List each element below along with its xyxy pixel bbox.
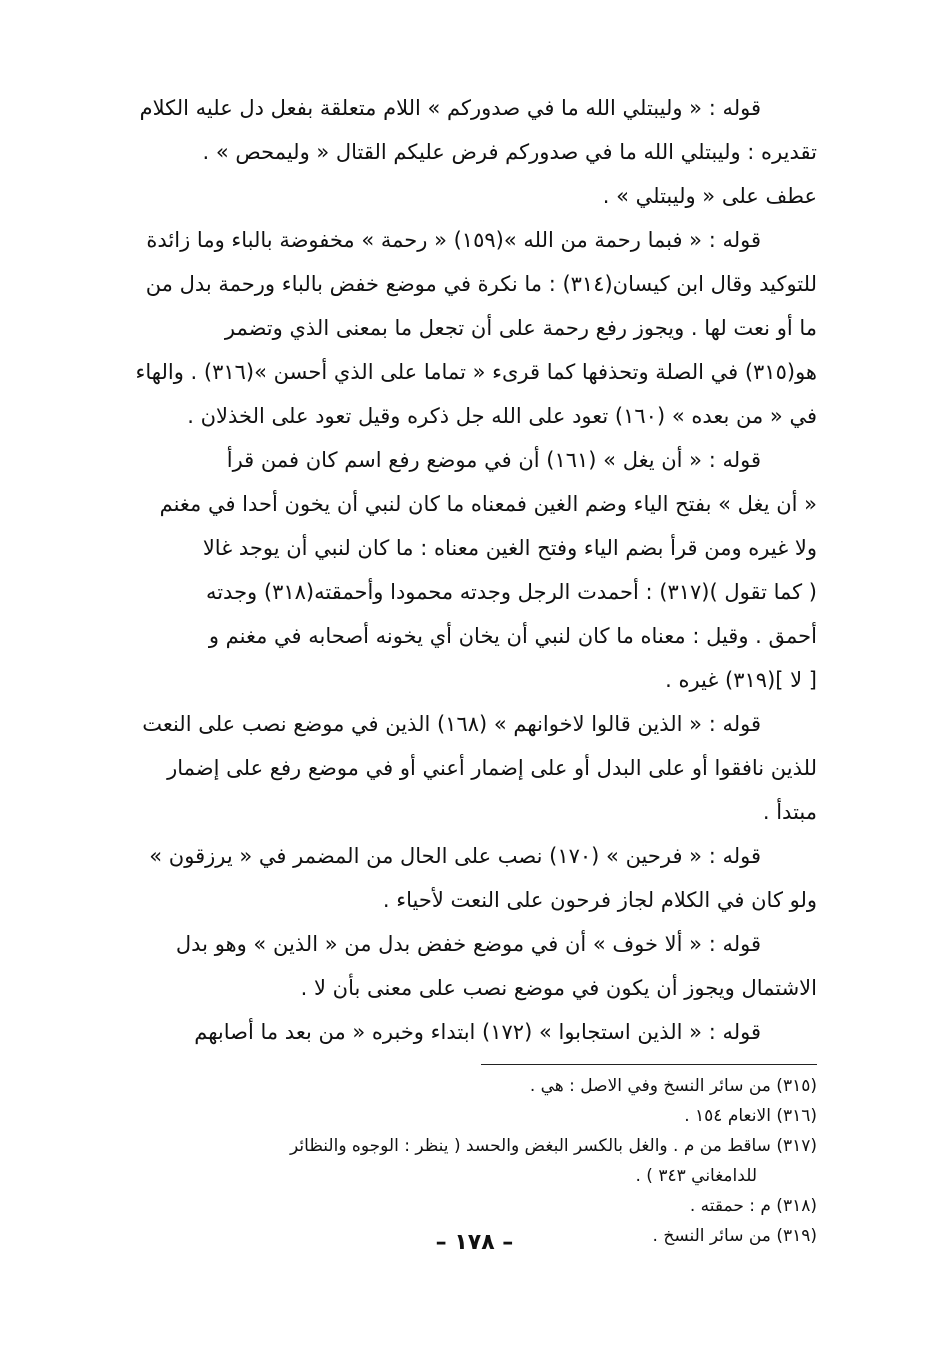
- footnote-text: (٣١٧) ساقط من م . والغل بالكسر البغض والحسد ( ينظر : الوجوه والنظائر: [290, 1136, 817, 1156]
- text-line: ( كما تقول )(٣١٧) : أحمدت الرجل وجدته محمودا وأحمقته(٣١٨) وجدته: [205, 580, 817, 604]
- page-number: – ١٧٨ –: [435, 1230, 514, 1255]
- paragraph: [108, 834, 817, 922]
- paragraph: [108, 438, 817, 702]
- footnote: [108, 1191, 817, 1221]
- text-line: مبتدأ .: [762, 800, 817, 824]
- text-line: أحمق . وقيل : معناه ما كان لنبي أن يخان أي يخونه أصحابه في مغنم و: [208, 624, 817, 648]
- paragraph: [108, 1010, 817, 1054]
- main-text: [108, 86, 817, 1054]
- text-line: قوله : « أن يغل » (١٦١) أن في موضع رفع اسم كان فمن قرأ: [226, 448, 761, 472]
- paragraph: [108, 86, 817, 218]
- footnote: [108, 1101, 817, 1131]
- text-line: قوله : « الذين استجابوا » (١٧٢) ابتداء وخبره « من بعد ما أصابهم: [194, 1020, 761, 1044]
- text-line: قوله : « فرحين » (١٧٠) نصب على الحال من المضمر في « يرزقون »: [149, 844, 761, 868]
- text-line: قوله : « ألا خوف » أن في موضع خفض بدل من « الذين » وهو بدل: [175, 932, 761, 956]
- footnote-text: (٣١٩) من سائر النسخ .: [652, 1226, 817, 1246]
- footnote-text: (٣١٦) الانعام ١٥٤ .: [684, 1106, 817, 1126]
- paragraph: [108, 922, 817, 1010]
- text-line: ولو كان في الكلام لجاز فرحون على النعت لأحياء .: [382, 888, 817, 912]
- text-line: قوله : « وليبتلي الله ما في صدوركم » اللام متعلقة بفعل دل عليه الكلام: [139, 96, 761, 120]
- text-line: ما أو نعت لها . ويجوز رفع رحمة على أن تجعل ما بمعنى الذي وتضمر: [224, 316, 817, 340]
- text-line: في « من بعده » (١٦٠) تعود على الله جل ذكره وقيل تعود على الخذلان .: [187, 404, 817, 428]
- footnote: [108, 1131, 817, 1191]
- text-line: [ لا ](٣١٩) غيره .: [665, 668, 817, 692]
- text-line: للتوكيد وقال ابن كيسان(٣١٤) : ما نكرة في موضع خفض بالباء ورحمة بدل من: [145, 272, 817, 296]
- text-line: قوله : « فبما رحمة من الله »(١٥٩) « رحمة » مخفوضة بالباء وما زائدة: [146, 228, 761, 252]
- paragraph: [108, 702, 817, 834]
- footnote-text: (٣١٥) من سائر النسخ وفي الاصل : هي .: [529, 1076, 817, 1096]
- text-line: الاشتمال ويجوز أن يكون في موضع نصب على معنى بأن لا .: [300, 976, 817, 1000]
- text-line: ولا غيره ومن قرأ بضم الياء وفتح الغين معناه : ما كان لنبي أن يوجد غالا: [202, 536, 817, 560]
- text-line: عطف على « وليبتلي » .: [602, 184, 817, 208]
- text-line: قوله : « الذين قالوا لاخوانهم » (١٦٨) الذين في موضع نصب على النعت: [142, 712, 761, 736]
- text-line: « أن يغل » بفتح الياء وضم الغين فمعناه ما كان لنبي أن يخون أحدا في مغنم: [159, 492, 817, 516]
- footnotes: [108, 1071, 817, 1251]
- text-line: هو(٣١٥) في الصلة وتحذفها كما قرىء « تماما على الذي أحسن »(٣١٦) . والهاء: [135, 360, 817, 384]
- paragraph: [108, 218, 817, 438]
- footnote-divider: [481, 1064, 817, 1065]
- footnote: [108, 1071, 817, 1101]
- footnote-text: (٣١٨) م : حمقته .: [689, 1196, 817, 1216]
- footnote-text: للدامغاني ٣٤٣ ) .: [635, 1166, 757, 1186]
- text-line: للذين نافقوا أو على البدل أو على إضمار أعني أو في موضع رفع على إضمار: [167, 756, 817, 780]
- text-line: تقديره : وليبتلي الله ما في صدوركم فرض عليكم القتال « وليمحص » .: [202, 140, 817, 164]
